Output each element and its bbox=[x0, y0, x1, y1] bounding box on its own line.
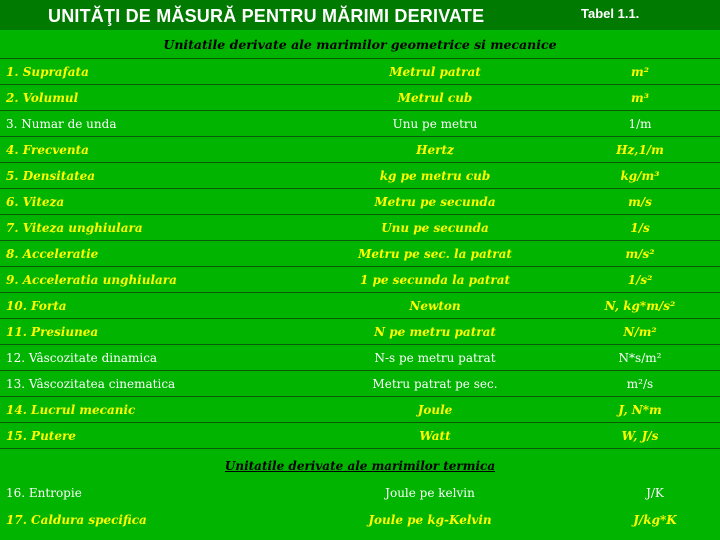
quantity-name: 3. Numar de unda bbox=[6, 117, 117, 131]
table-row bbox=[0, 423, 720, 449]
table-row bbox=[0, 319, 720, 345]
unit-symbol: m/s² bbox=[625, 247, 655, 261]
table-row bbox=[0, 267, 720, 293]
unit-symbol: kg/m³ bbox=[620, 169, 660, 183]
table-row bbox=[0, 215, 720, 241]
unit-symbol: Hz,1/m bbox=[616, 143, 664, 157]
table-label: Tabel 1.1. bbox=[581, 6, 640, 21]
unit-symbol: N, kg*m/s² bbox=[604, 299, 676, 313]
unit-name: Metru patrat pe sec. bbox=[372, 377, 498, 391]
unit-name: Joule pe kg-Kelvin bbox=[368, 513, 492, 527]
unit-name: Metru pe secunda bbox=[374, 195, 496, 209]
unit-name: kg pe metru cub bbox=[379, 169, 491, 183]
table-row bbox=[0, 345, 720, 371]
quantity-name: 17. Caldura specifica bbox=[6, 513, 147, 527]
unit-name: Metru pe sec. la patrat bbox=[358, 247, 512, 261]
unit-name: 1 pe secunda la patrat bbox=[359, 273, 511, 287]
quantity-name: 6. Viteza bbox=[6, 195, 65, 209]
unit-symbol: J/K bbox=[646, 486, 664, 500]
unit-symbol: m³ bbox=[631, 91, 649, 105]
units-table bbox=[0, 30, 720, 540]
quantity-name: 5. Densitatea bbox=[6, 169, 96, 183]
unit-symbol: 1/s² bbox=[627, 273, 653, 287]
quantity-name: 2. Volumul bbox=[6, 91, 79, 105]
table-row bbox=[0, 293, 720, 319]
table-row bbox=[0, 85, 720, 111]
unit-name: Unu pe metru bbox=[392, 117, 478, 131]
unit-name: Unu pe secunda bbox=[381, 221, 489, 235]
unit-symbol: W, J/s bbox=[621, 429, 659, 443]
unit-symbol: 1/m bbox=[628, 117, 652, 131]
quantity-name: 13. Vâscozitatea cinematica bbox=[6, 377, 176, 391]
quantity-name: 4. Frecventa bbox=[6, 143, 89, 157]
unit-name: Newton bbox=[409, 299, 461, 313]
quantity-name: 8. Acceleratie bbox=[6, 247, 99, 261]
unit-name: Watt bbox=[419, 429, 451, 443]
unit-name: Joule bbox=[417, 403, 453, 417]
unit-name: Joule pe kelvin bbox=[385, 486, 475, 500]
unit-name: Metrul cub bbox=[397, 91, 473, 105]
title-bar bbox=[0, 0, 720, 30]
unit-symbol: m²/s bbox=[626, 377, 654, 391]
table-row bbox=[0, 59, 720, 85]
table-row bbox=[0, 507, 720, 533]
quantity-name: 14. Lucrul mecanic bbox=[6, 403, 136, 417]
unit-name: Metrul patrat bbox=[389, 65, 481, 79]
quantity-name: 7. Viteza unghiulara bbox=[6, 221, 143, 235]
quantity-name: 9. Acceleratia unghiulara bbox=[6, 273, 177, 287]
unit-name: N-s pe metru patrat bbox=[374, 351, 496, 365]
table-row bbox=[0, 241, 720, 267]
unit-name: Hertz bbox=[416, 143, 454, 157]
quantity-name: 11. Presiunea bbox=[6, 325, 99, 339]
unit-symbol: 1/s bbox=[630, 221, 650, 235]
table-row bbox=[0, 480, 720, 506]
section-geometric-mechanical-title: Unitatile derivate ale marimilor geometrice si mecanice bbox=[0, 30, 720, 59]
table-row bbox=[0, 111, 720, 137]
section-thermal-title: Unitatile derivate ale marimilor termica bbox=[224, 459, 496, 473]
unit-symbol: N/m² bbox=[623, 325, 657, 339]
table-row bbox=[0, 397, 720, 423]
unit-name: N pe metru patrat bbox=[374, 325, 496, 339]
unit-symbol: J/kg*K bbox=[633, 513, 677, 527]
quantity-name: 15. Putere bbox=[6, 429, 76, 443]
table-row bbox=[0, 189, 720, 215]
table-row bbox=[0, 137, 720, 163]
table-row bbox=[0, 371, 720, 397]
page-title: UNITĂŢI DE MĂSURĂ PENTRU MĂRIMI DERIVATE bbox=[48, 6, 485, 26]
quantity-name: 16. Entropie bbox=[6, 486, 82, 500]
unit-symbol: m/s bbox=[628, 195, 652, 209]
unit-symbol: J, N*m bbox=[618, 403, 662, 417]
unit-symbol: N*s/m² bbox=[618, 351, 662, 365]
table-row bbox=[0, 163, 720, 189]
quantity-name: 12. Vâscozitate dinamica bbox=[6, 351, 158, 365]
quantity-name: 10. Forta bbox=[6, 299, 67, 313]
quantity-name: 1. Suprafata bbox=[6, 65, 89, 79]
unit-symbol: m² bbox=[631, 65, 649, 79]
